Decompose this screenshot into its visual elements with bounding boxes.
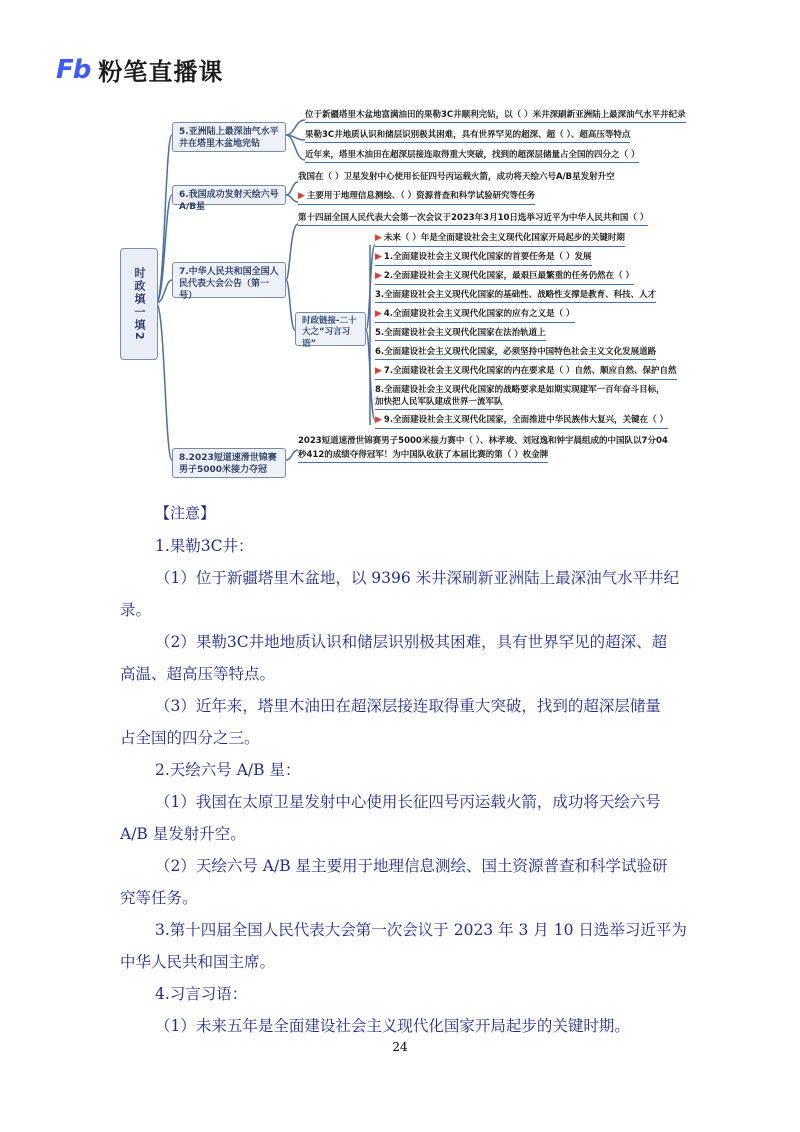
node-8: 8.2023短道速滑世锦赛男子5000米接力夺冠 — [172, 448, 286, 478]
brand-logo — [56, 52, 223, 87]
brand-name: 粉笔直播课 — [98, 58, 224, 86]
sub-leaf-5: 5.全面建设社会主义现代化国家在法治轨道上 — [375, 328, 546, 341]
mindmap-root: 时政填一填2 — [120, 248, 158, 360]
node-5-leaf-3: 近年来，塔里木油田在超深层接连取得重大突破，找到的超深层储量占全国的四分之（ ） — [305, 150, 639, 163]
note-line-14: 4.习言习语： — [155, 985, 248, 1003]
sub-leaf-1: ▶ 1.全面建设社会主义现代化国家的首要任务是（ ）发展 — [375, 252, 592, 266]
note-line-0: 1.果勒3C井： — [155, 537, 254, 555]
sub-leaf-7: ▶ 7.全面建设社会主义现代化国家的内在要求是（ ）自然、顺应自然、保护自然 — [375, 366, 677, 380]
note-line-5: （3）近年来，塔里木油田在超深层接连取得重大突破，找到的超深层储量 — [155, 697, 661, 715]
flag-icon: ▶ — [375, 252, 382, 262]
note-line-4: 高温、超高压等特点。 — [120, 665, 276, 683]
node-5-leaf-2: 果勒3C井地质认识和储层识别极其困难，具有世界罕见的超深、超（ ）、超高压等特点 — [305, 130, 630, 143]
sub-leaf-10: ▶ 9.全面建设社会主义现代化国家，全面推进中华民族伟大复兴，关键在（ ） — [375, 415, 668, 429]
note-line-1: （1）位于新疆塔里木盆地，以 9396 米井深刷新亚洲陆上最深油气水平井纪 — [155, 569, 680, 587]
note-line-12: 3.第十四届全国人民代表大会第一次会议于 2023 年 3 月 10 日选举习近平为 — [155, 921, 687, 939]
note-line-13: 中华人民共和国主席。 — [120, 953, 276, 971]
node-6-leaf-1: 我国在（ ）卫星发射中心使用长征四号丙运载火箭，成功将天绘六号A/B星发射升空 — [298, 172, 615, 182]
node-6-leaf-2: ▶ 主要用于地理信息测绘、（ ）资源普查和科学试验研究等任务 — [298, 191, 535, 205]
note-line-3: （2）果勒3C井地地质认识和储层识别极其困难，具有世界罕见的超深、超 — [155, 633, 668, 651]
flag-icon: ▶ — [375, 366, 382, 376]
flag-icon: ▶ — [375, 233, 382, 243]
sub-leaf-0: ▶ 未来（ ）年是全面建设社会主义现代化国家开局起步的关键时期 — [375, 233, 625, 247]
node-7: 7.中华人民共和国全国人民代表大会公告（第一号） — [172, 262, 286, 298]
note-line-6: 占全国的四分之三。 — [120, 729, 260, 747]
note-line-11: 究等任务。 — [120, 889, 198, 907]
note-line-9: A/B 星发射升空。 — [120, 825, 246, 843]
flag-icon: ▶ — [375, 309, 382, 319]
node-6: 6.我国成功发射天绘六号A/B星 — [172, 185, 286, 205]
sub-leaf-2: ▶ 2.全面建设社会主义现代化国家，最艰巨最繁重的任务仍然在（ ） — [375, 271, 634, 285]
page-number: 24 — [392, 1040, 408, 1054]
note-line-2: 录。 — [120, 601, 152, 619]
fb-logo-icon: Fb — [56, 54, 91, 85]
sub-leaf-3: 3.全面建设社会主义现代化国家的基础性、战略性支撑是教育、科技、人才 — [375, 290, 656, 303]
notes-title: 【注意】 — [155, 504, 216, 522]
flag-icon: ▶ — [298, 191, 305, 201]
node-5-leaf-1: 位于新疆塔里木盆地富满油田的果勒3C井顺利完钻，以（ ）米井深刷新亚洲陆上最深油气水平井纪录 — [305, 110, 686, 123]
flag-icon: ▶ — [375, 415, 382, 425]
node-7-top-leaf: 第十四届全国人民代表大会第一次会议于2023年3月10日选举习近平为中华人民共和国（ ） — [298, 213, 648, 226]
sub-leaf-6: 6.全面建设社会主义现代化国家，必须坚持中国特色社会主义文化发展道路 — [375, 347, 656, 360]
note-line-7: 2.天绘六号 A/B 星： — [155, 761, 301, 779]
node-5: 5.亚洲陆上最深油气水平井在塔里木盆地完钻 — [172, 122, 286, 152]
node-7-sub: 时政链接-二十大之“习言习语” — [295, 312, 366, 346]
note-line-10: （2）天绘六号 A/B 星主要用于地理信息测绘、国土资源普查和科学试验研 — [155, 857, 668, 875]
note-line-8: （1）我国在太原卫星发射中心使用长征四号丙运载火箭，成功将天绘六号 — [155, 793, 661, 811]
node-8-leaf-2: 秒412的成绩夺得冠军！为中国队收获了本届比赛的第（ ）枚金牌 — [298, 450, 548, 463]
node-8-leaf-1: 2023短道速滑世锦赛男子5000米接力赛中（ ）、林孝埈、刘冠逸和钟宇晨组成的中国队以7分04 — [298, 436, 668, 446]
mindmap — [120, 100, 690, 490]
sub-leaf-9: 加快把人民军队建成世界一流军队 — [375, 397, 503, 410]
sub-leaf-4: ▶ 4.全面建设社会主义现代化国家的应有之义是（ ） — [375, 309, 575, 323]
note-line-15: （1）未来五年是全面建设社会主义现代化国家开局起步的关键时期。 — [155, 1017, 630, 1035]
sub-leaf-8: 8.全面建设社会主义现代化国家的战略要求是如期实现建军一百年奋斗目标， — [375, 385, 665, 395]
flag-icon: ▶ — [375, 271, 382, 281]
